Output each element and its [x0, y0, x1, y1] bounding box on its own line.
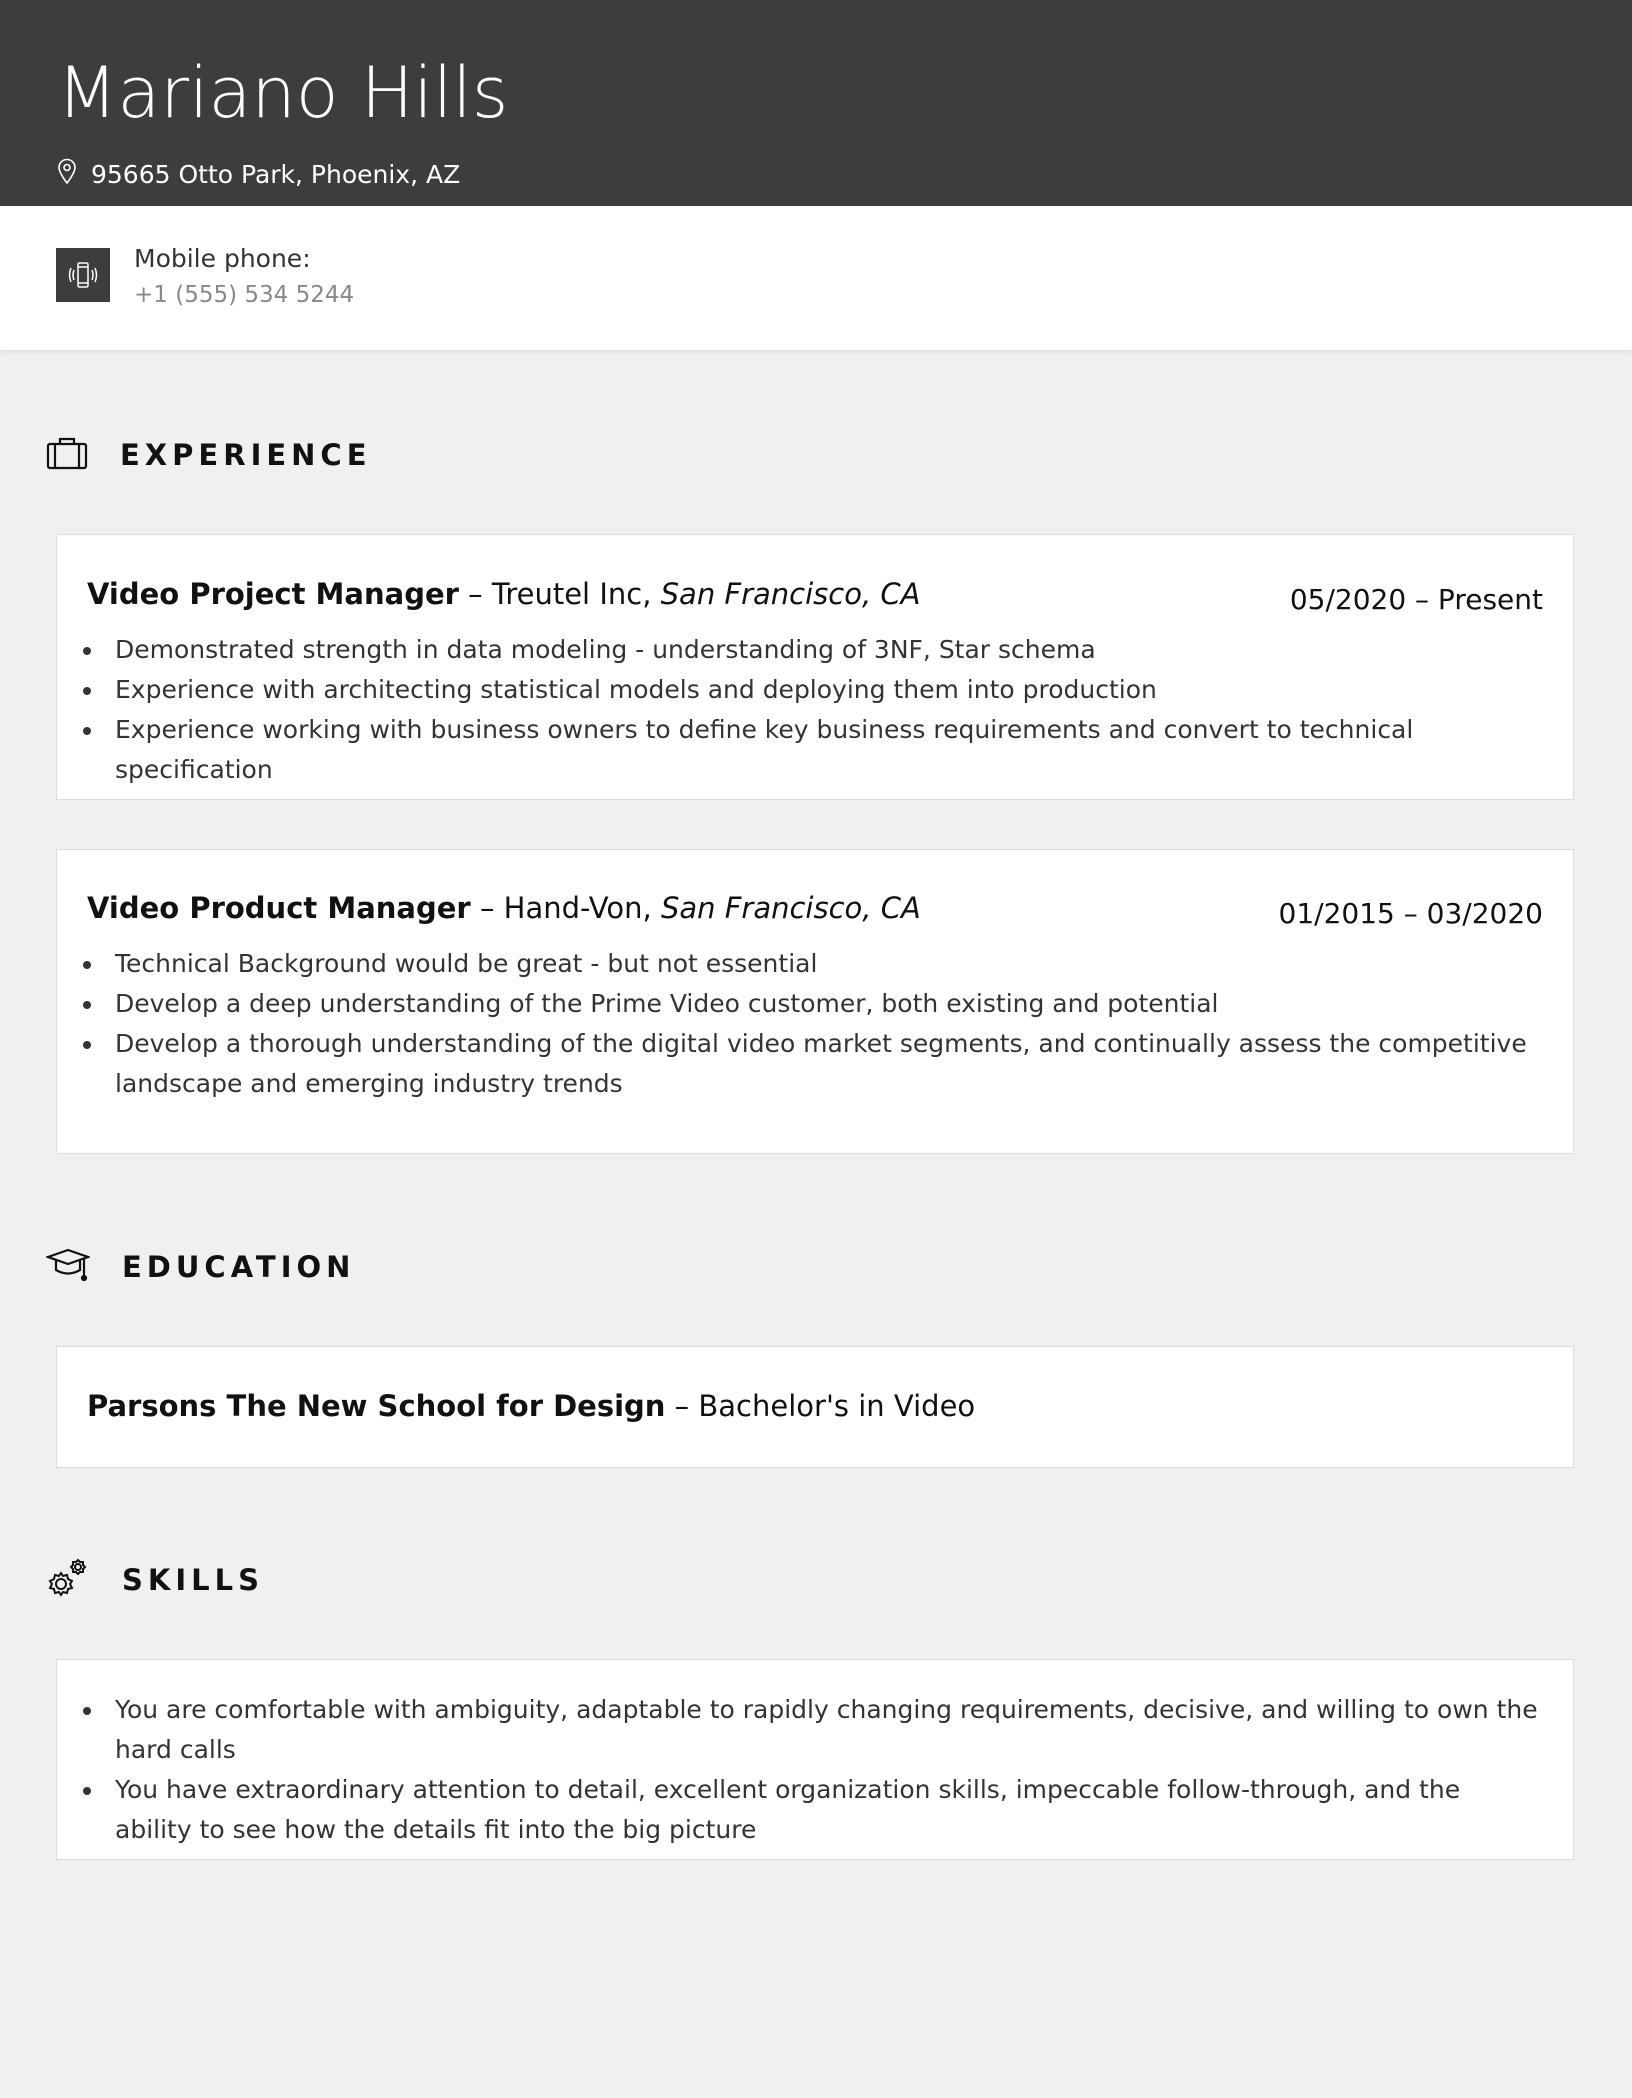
- experience-item: [56, 849, 1574, 1154]
- gears-icon: [46, 1557, 90, 1603]
- job-bullets: [87, 630, 1543, 790]
- list-item: • Develop a thorough understanding of the digital video market segments, and continually assess the competitive landscape and emerging industry trends: [105, 1024, 1543, 1104]
- job-dates: 01/2015 – 03/2020: [1278, 897, 1543, 930]
- experience-title: EXPERIENCE: [120, 438, 372, 472]
- skills-title: SKILLS: [122, 1563, 264, 1597]
- school-name: Parsons The New School for Design: [87, 1389, 666, 1423]
- contact-bar: [0, 206, 1632, 350]
- experience-item: [56, 534, 1574, 800]
- address-line: [57, 158, 460, 190]
- job-company: Treutel Inc: [491, 577, 643, 611]
- education-line: Parsons The New School for Design – Bachelor's in Video: [87, 1389, 976, 1423]
- address-text: 95665 Otto Park, Phoenix, AZ: [91, 159, 461, 189]
- skills-list-card: [56, 1659, 1574, 1860]
- list-item: • Technical Background would be great - but not essential: [105, 944, 1543, 984]
- phone-number[interactable]: +1 (555) 534 5244: [134, 282, 355, 308]
- list-item: • You are comfortable with ambiguity, adaptable to rapidly changing requirements, decisive, and willing to own the hard calls: [105, 1690, 1543, 1770]
- education-heading: [46, 1247, 355, 1287]
- list-item: • Develop a deep understanding of the Prime Video customer, both existing and potential: [105, 984, 1543, 1024]
- job-title-line: Video Product Manager – Hand-Von, San Francisco, CA: [87, 891, 921, 925]
- skills-heading: [46, 1557, 264, 1603]
- job-location: San Francisco, CA: [660, 577, 921, 611]
- job-bullets: [87, 944, 1543, 1104]
- skills-bullets: [87, 1690, 1543, 1850]
- education-item: [56, 1346, 1574, 1468]
- phone-label: Mobile phone:: [134, 244, 311, 273]
- job-role: Video Project Manager: [87, 577, 459, 611]
- resume-header: [0, 0, 1632, 206]
- location-pin-icon: [57, 158, 91, 190]
- job-location: San Francisco, CA: [660, 891, 921, 925]
- graduation-cap-icon: [46, 1247, 90, 1287]
- job-title-line: Video Project Manager – Treutel Inc, San Francisco, CA: [87, 577, 921, 611]
- job-role: Video Product Manager: [87, 891, 471, 925]
- degree-name: Bachelor's in Video: [698, 1389, 976, 1423]
- candidate-name: Mariano Hills: [57, 52, 509, 134]
- job-dates: 05/2020 – Present: [1289, 583, 1543, 616]
- list-item: • Demonstrated strength in data modeling - understanding of 3NF, Star schema: [105, 630, 1543, 670]
- list-item: • Experience with architecting statistical models and deploying them into production: [105, 670, 1543, 710]
- briefcase-icon: [46, 436, 88, 474]
- list-item: • Experience working with business owners to define key business requirements and convert to technical specification: [105, 710, 1543, 790]
- mobile-phone-icon: [56, 248, 110, 302]
- list-item: • You have extraordinary attention to detail, excellent organization skills, impeccable follow-through, and the ability to see how the details fit into the big picture: [105, 1770, 1543, 1850]
- education-title: EDUCATION: [122, 1250, 356, 1284]
- job-company: Hand-Von: [503, 891, 643, 925]
- experience-heading: [46, 436, 372, 474]
